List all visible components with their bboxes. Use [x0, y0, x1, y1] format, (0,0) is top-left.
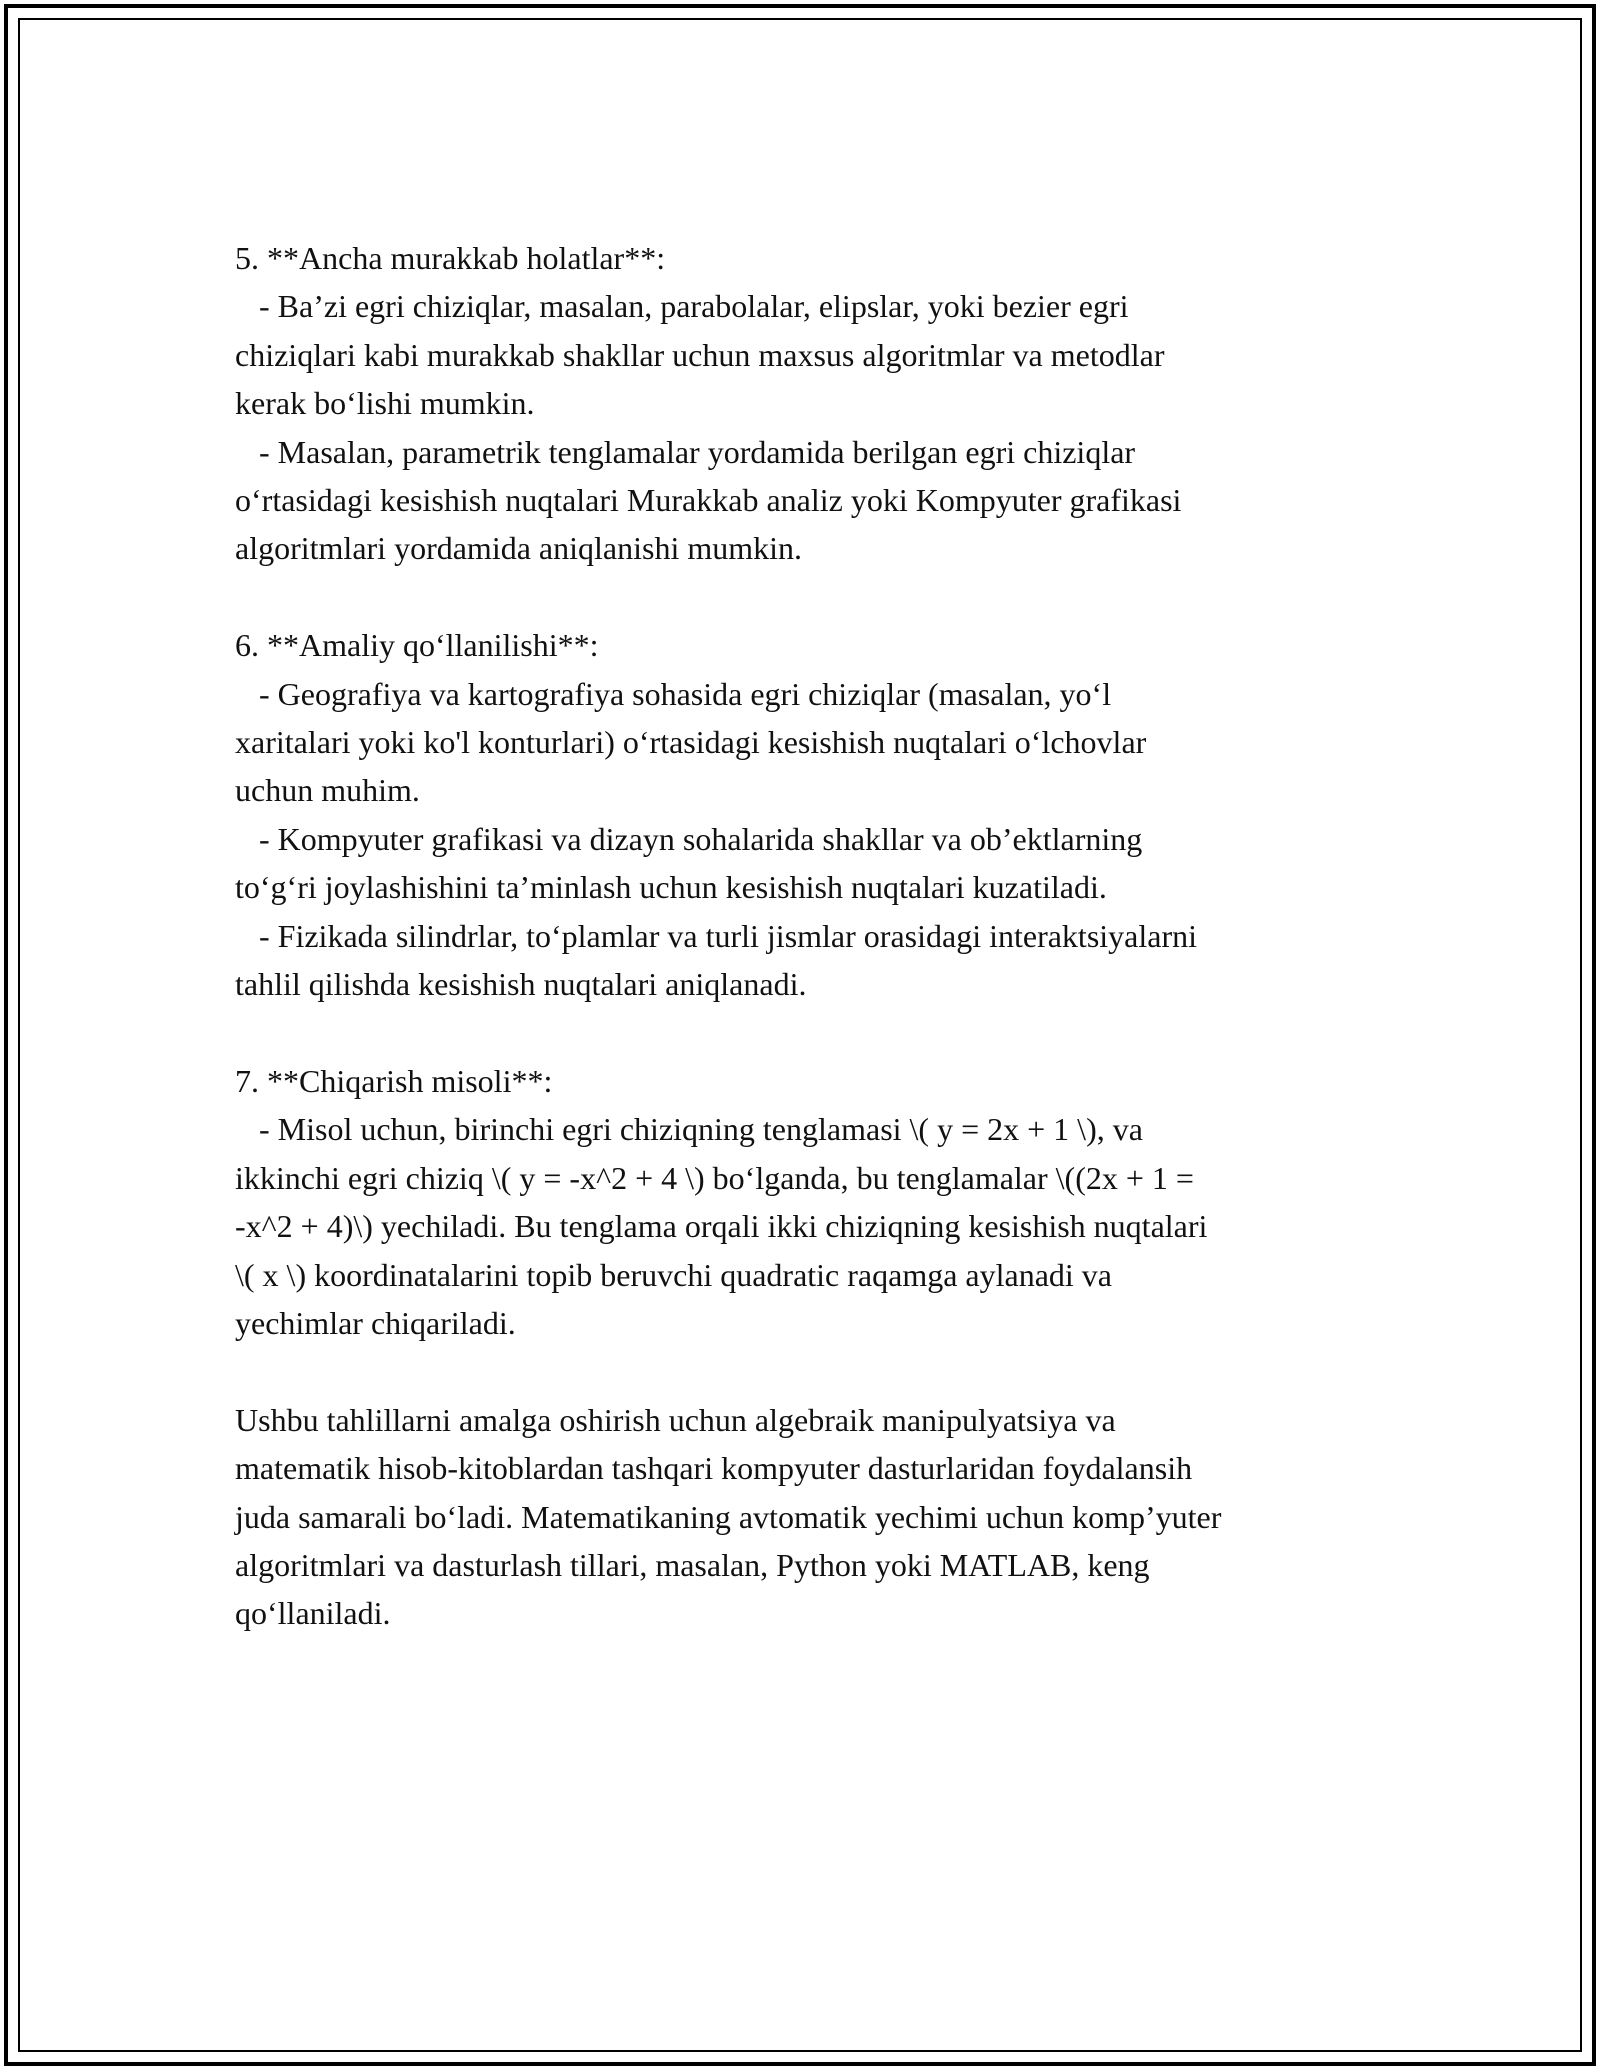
section-5-bullet-2-line-2: o‘rtasidagi kesishish nuqtalari Murakkab analiz yoki Kompyuter grafikasi	[235, 482, 1182, 519]
section-5-heading: 5. **Ancha murakkab holatlar**:	[235, 240, 666, 276]
conclusion-line-2: matematik hisob-kitoblardan tashqari kompyuter dasturlaridan foydalansih	[235, 1450, 1193, 1487]
section-6	[235, 621, 1385, 1008]
section-6-bullet-3-line-1: - Fizikada silindrlar, to‘plamlar va turli jismlar orasidagi interaktsiyalarni	[235, 917, 1197, 954]
section-7-line-1: - Misol uchun, birinchi egri chiziqning tenglamasi \( y = 2x + 1 \), va	[235, 1111, 1143, 1148]
section-6-bullet-1-line-1: - Geografiya va kartografiya sohasida egri chiziqlar (masalan, yo‘l	[235, 675, 1112, 712]
section-5-bullet-1-line-3: kerak bo‘lishi mumkin.	[235, 385, 535, 422]
section-5-bullet-1-line-2: chiziqlari kabi murakkab shakllar uchun maxsus algoritmlar va metodlar	[235, 336, 1165, 373]
paragraph-gap	[235, 1347, 1385, 1395]
section-7	[235, 1057, 1385, 1347]
section-7-line-3: -x^2 + 4)\) yechiladi. Bu tenglama orqali ikki chiziqning kesishish nuqtalari	[235, 1208, 1208, 1245]
conclusion-line-5: qo‘llaniladi.	[235, 1595, 391, 1632]
conclusion-line-4: algoritmlari va dasturlash tillari, masalan, Python yoki MATLAB, keng	[235, 1546, 1150, 1583]
conclusion-line-3: juda samarali bo‘ladi. Matematikaning avtomatik yechimi uchun komp’yuter	[235, 1498, 1222, 1535]
section-6-bullet-1-line-2: xaritalari yoki ko'l konturlari) o‘rtasidagi kesishish nuqtalari o‘lchovlar	[235, 724, 1147, 761]
section-7-line-4: \( x \) koordinatalarini topib beruvchi quadratic raqamga aylanadi va	[235, 1256, 1112, 1293]
section-5-bullet-1-line-1: - Ba’zi egri chiziqlar, masalan, parabolalar, elipslar, yoki bezier egri	[235, 288, 1129, 325]
section-6-bullet-1-line-3: uchun muhim.	[235, 772, 420, 809]
section-6-bullet-3-line-2: tahlil qilishda kesishish nuqtalari aniqlanadi.	[235, 966, 807, 1003]
section-6-bullet-2-line-2: to‘g‘ri joylashishini ta’minlash uchun kesishish nuqtalari kuzatiladi.	[235, 869, 1107, 906]
section-5	[235, 234, 1385, 573]
section-5-bullet-2-line-1: - Masalan, parametrik tenglamalar yordamida berilgan egri chiziqlar	[235, 433, 1136, 470]
section-5-bullet-2-line-3: algoritmlari yordamida aniqlanishi mumkin.	[235, 530, 802, 567]
section-7-heading: 7. **Chiqarish misoli**:	[235, 1062, 553, 1099]
conclusion-line-1: Ushbu tahlillarni amalga oshirish uchun algebraik manipulyatsiya va	[235, 1401, 1116, 1438]
paragraph-gap	[235, 1008, 1385, 1056]
paragraph-gap	[235, 573, 1385, 621]
section-7-line-2: ikkinchi egri chiziq \( y = -x^2 + 4 \) bo‘lganda, bu tenglamalar \((2x + 1 =	[235, 1159, 1194, 1196]
section-6-heading: 6. **Amaliy qo‘llanilishi**:	[235, 627, 599, 664]
section-6-bullet-2-line-1: - Kompyuter grafikasi va dizayn sohalarida shakllar va ob’ektlarning	[235, 820, 1143, 857]
section-7-line-5: yechimlar chiqariladi.	[235, 1304, 516, 1341]
conclusion-paragraph	[235, 1396, 1385, 1638]
document-body	[235, 234, 1385, 1638]
